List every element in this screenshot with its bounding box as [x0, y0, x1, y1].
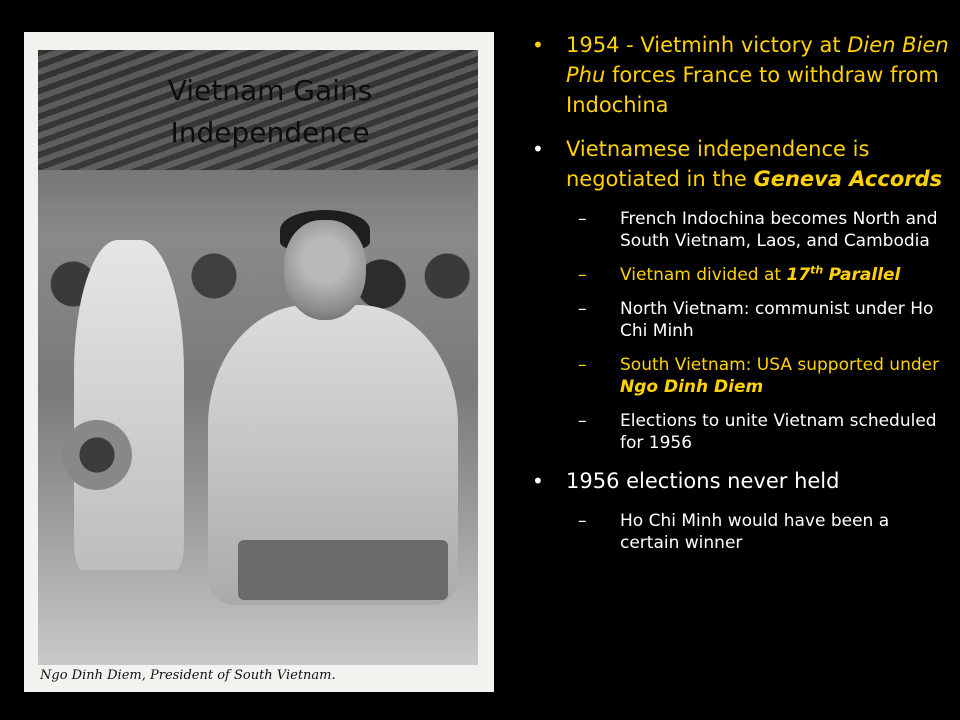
subbullet-17th-parallel — [520, 264, 950, 286]
subbullet-dash-icon: – — [578, 411, 587, 431]
subbullet-text: Vietnam divided at — [620, 265, 787, 285]
bullet-dien-bien-phu — [520, 30, 950, 120]
subbullet-text: Elections to unite Vietnam scheduled for 1956 — [620, 411, 937, 453]
subbullet-dash-icon: – — [578, 299, 587, 319]
subbullet-dash-icon: – — [578, 209, 587, 229]
subbullet-dash-icon: – — [578, 355, 587, 375]
subbullet-ho-chi-minh-winner — [520, 510, 950, 554]
photo-caption: Ngo Dinh Diem, President of South Vietnam. — [40, 668, 336, 683]
subbullet-text: North Vietnam: communist under Ho Chi Minh — [620, 299, 934, 341]
bullet-dot-icon: • — [532, 469, 544, 493]
bullet-list — [520, 30, 950, 566]
photo-guard-figure — [74, 240, 184, 570]
bullet-dot-icon: • — [532, 33, 544, 57]
subbullet-emphasis: 17 — [786, 265, 811, 285]
subbullet-dash-icon: – — [578, 265, 587, 285]
subbullet-text: Ho Chi Minh would have been a certain winner — [620, 511, 890, 553]
photo-hat — [62, 420, 132, 490]
subbullet-dash-icon: – — [578, 511, 587, 531]
subbullet-superscript: th — [810, 263, 824, 277]
bullet-text: forces France to withdraw from Indochina — [566, 63, 939, 117]
subbullet-emphasis: Parallel — [828, 265, 901, 285]
subbullet-indochina — [520, 208, 950, 252]
slide-title: Vietnam Gains Independence — [167, 74, 373, 149]
bullet-text: 1954 - Vietminh victory at — [566, 33, 848, 57]
subbullet-elections — [520, 410, 950, 454]
bullet-1956-elections — [520, 466, 950, 496]
subbullet-text: French Indochina becomes North and South Vietnam, Laos, and Cambodia — [620, 209, 938, 251]
bullet-emphasis: Dien Bien Phu — [566, 33, 949, 87]
bullet-text: Vietnamese independence is negotiated in the — [566, 137, 870, 191]
bullet-text: 1956 elections never held — [566, 469, 840, 493]
subbullet-north-vietnam — [520, 298, 950, 342]
bullet-geneva — [520, 134, 950, 194]
photo-figure-head — [284, 220, 366, 320]
bullet-dot-icon: • — [532, 137, 544, 161]
bullet-emphasis: Geneva Accords — [753, 167, 943, 191]
subbullet-south-vietnam — [520, 354, 950, 398]
subbullet-emphasis: Ngo Dinh Diem — [620, 377, 764, 397]
photo-bench — [238, 540, 448, 600]
subbullet-text: South Vietnam: USA supported under — [620, 355, 940, 375]
